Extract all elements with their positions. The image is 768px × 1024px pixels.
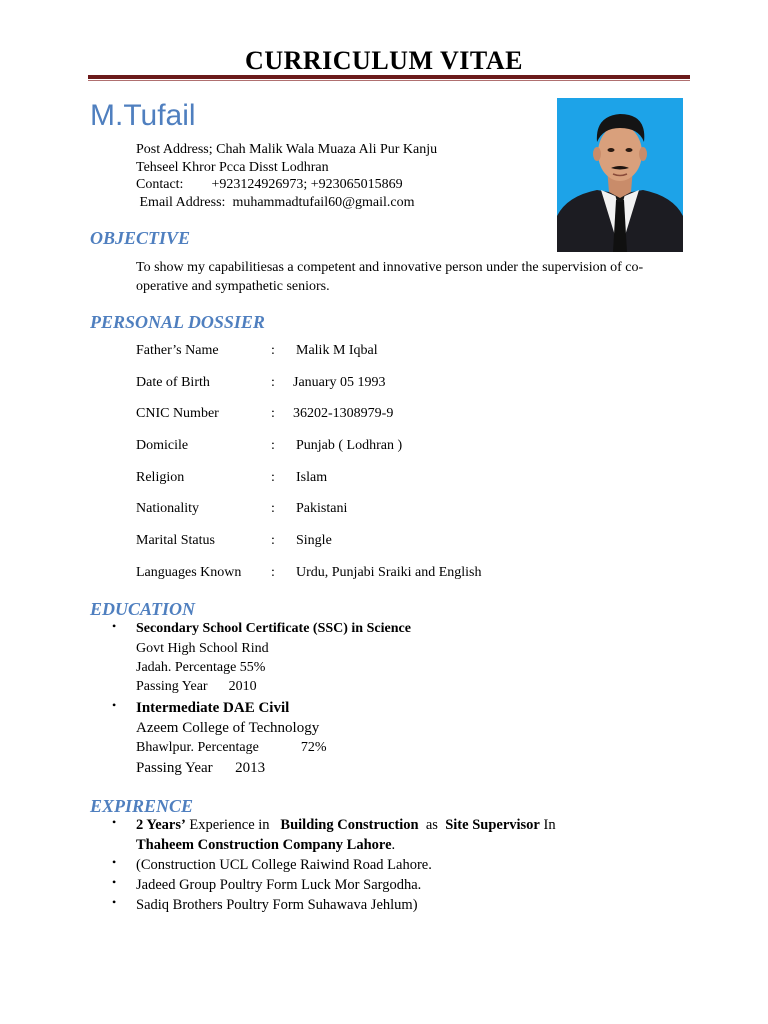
dossier-row — [136, 532, 656, 550]
dossier-row — [136, 564, 656, 582]
email-value: muhammadtufail60@gmail.com — [232, 194, 415, 210]
education-institution: Govt High School Rind — [136, 641, 269, 656]
contact-block — [136, 141, 437, 211]
education-title: Secondary School Certificate (SSC) in Science — [136, 621, 411, 636]
education-year: Passing Year 2010 — [136, 679, 257, 694]
dossier-label: Nationality — [136, 501, 199, 516]
experience-field: Building Construction — [276, 817, 419, 833]
dossier-value: January 05 1993 — [293, 375, 386, 390]
experience-years: 2 Years’ — [136, 817, 186, 833]
dossier-value: Pakistani — [296, 501, 348, 516]
contact-value: +923124926973; +923065015869 — [211, 177, 403, 192]
dossier-label: Domicile — [136, 438, 189, 453]
experience-role: Site Supervisor — [445, 817, 540, 833]
dossier-value: Punjab ( Lodhran ) — [296, 438, 403, 453]
contact-line — [136, 176, 437, 194]
bullet-icon: • — [112, 815, 117, 829]
bullet-icon: • — [112, 698, 117, 712]
dossier-row — [136, 405, 656, 423]
dossier-row — [136, 469, 656, 487]
dossier-value: Malik M Iqbal — [296, 343, 378, 358]
profile-photo — [557, 98, 683, 252]
experience-line — [136, 815, 672, 835]
objective-line-2: operative and sympathetic seniors. — [136, 279, 330, 294]
dossier-label: Marital Status — [136, 533, 215, 548]
experience-item — [112, 815, 672, 855]
dossier-separator: : — [271, 565, 275, 580]
dossier-label: Languages Known — [136, 565, 242, 580]
address-line-1: Post Address; Chah Malik Wala Muaza Ali Pur Kanju — [136, 142, 438, 157]
experience-company: Thaheem Construction Company Lahore — [136, 837, 392, 853]
experience-heading: EXPIRENCE — [90, 796, 194, 816]
personal-dossier-heading: PERSONAL DOSSIER — [90, 312, 265, 332]
dossier-separator: : — [271, 406, 275, 421]
education-percentage: Jadah. Percentage 55% — [136, 660, 266, 675]
experience-text: Jadeed Group Poultry Form Luck Mor Sargodha. — [136, 877, 422, 893]
experience-text: . — [391, 837, 396, 853]
education-institution: Azeem College of Technology — [136, 720, 320, 736]
dossier-separator: : — [271, 375, 275, 390]
dossier-row — [136, 500, 656, 518]
education-year: Passing Year 2013 — [136, 760, 266, 776]
dossier-separator: : — [271, 343, 275, 358]
email-line — [136, 194, 437, 212]
education-item — [112, 619, 672, 697]
experience-item — [112, 875, 672, 895]
dossier-label: CNIC Number — [136, 406, 219, 421]
experience-text: Experience in — [185, 817, 277, 833]
dossier-label: Father’s Name — [136, 343, 219, 358]
address-line-2: Tehseel Khror Pcca Disst Lodhran — [136, 159, 329, 175]
education-percentage: Bhawlpur. Percentage 72% — [136, 740, 327, 755]
education-title: Intermediate DAE Civil — [136, 700, 290, 716]
experience-text: Sadiq Brothers Poultry Form Suhawava Jehlum) — [136, 897, 418, 913]
education-heading: EDUCATION — [90, 599, 196, 619]
email-label: Email Address: — [139, 194, 226, 210]
experience-company-line — [136, 835, 672, 855]
dossier-value: Single — [296, 533, 332, 548]
objective-heading: OBJECTIVE — [90, 228, 191, 248]
education-item — [112, 698, 672, 778]
dossier-label: Date of Birth — [136, 375, 210, 390]
title-divider-thin — [88, 80, 690, 81]
education-list — [112, 619, 672, 778]
experience-list — [112, 815, 672, 915]
experience-item — [112, 855, 672, 875]
dossier-label: Religion — [136, 470, 185, 485]
candidate-name: M.Tufail — [90, 99, 196, 132]
dossier-separator: : — [271, 501, 275, 516]
document-title: CURRICULUM VITAE — [245, 46, 523, 75]
dossier-row — [136, 374, 656, 392]
experience-text: (Construction UCL College Raiwind Road Lahore. — [136, 857, 432, 873]
dossier-value: Islam — [296, 470, 328, 485]
dossier-value: Urdu, Punjabi Sraiki and English — [296, 565, 482, 580]
dossier-separator: : — [271, 438, 275, 453]
contact-label: Contact: — [136, 177, 184, 192]
bullet-icon: • — [112, 895, 117, 909]
objective-text — [136, 258, 656, 296]
bullet-icon: • — [112, 855, 117, 869]
dossier-separator: : — [271, 470, 275, 485]
dossier-value: 36202-1308979-9 — [293, 406, 394, 421]
objective-line-1: To show my capabilitiesas a competent and innovative person under the supervision of co- — [136, 260, 644, 275]
experience-item — [112, 895, 672, 915]
bullet-icon: • — [112, 875, 117, 889]
bullet-icon: • — [112, 619, 117, 633]
experience-text: as — [418, 817, 446, 833]
title-divider — [88, 75, 690, 79]
dossier-separator: : — [271, 533, 275, 548]
dossier-row — [136, 437, 656, 455]
experience-text: In — [539, 817, 556, 833]
dossier-row — [136, 342, 656, 360]
